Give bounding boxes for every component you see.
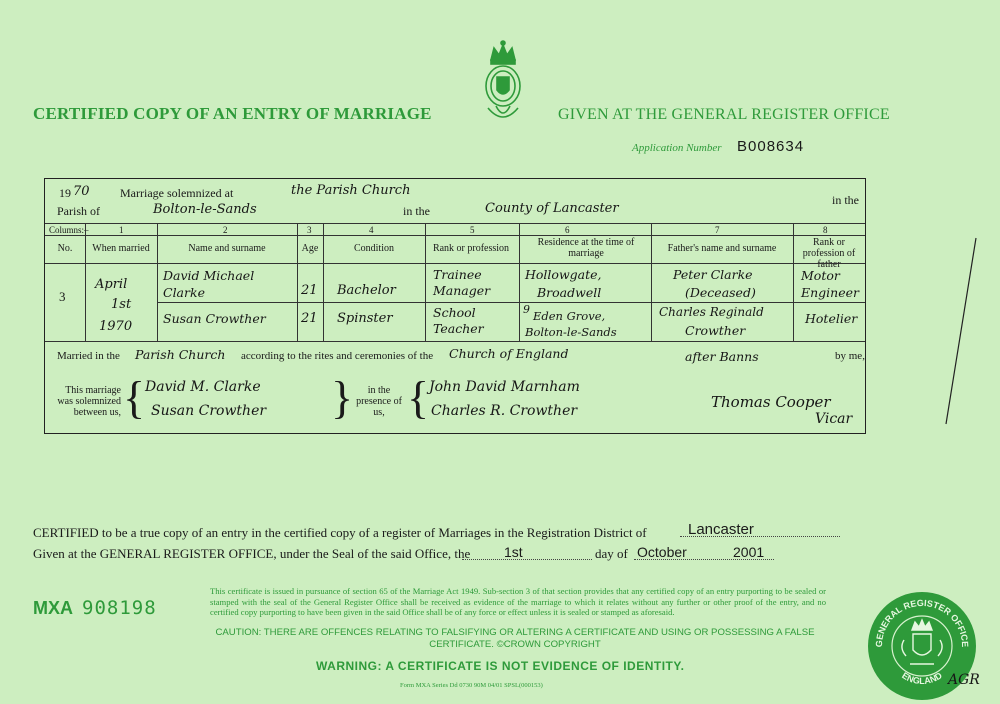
solemnized-between-label: This marriage was solemnized between us, — [57, 385, 121, 418]
brace-right: } — [331, 372, 354, 423]
married-in-place: Parish Church — [135, 347, 226, 362]
margin-pen-stroke — [940, 236, 980, 426]
bride-residence-1: 9 — [523, 303, 530, 316]
groom-name: David Michael Clarke — [163, 268, 255, 300]
bride-age: 21 — [301, 311, 318, 326]
cert-day: 1st — [504, 544, 523, 560]
in-the-right-label: in the — [832, 193, 859, 207]
brace-witness: { — [407, 372, 430, 423]
signature-bride: Susan Crowther — [151, 403, 267, 419]
groom-rank: Trainee Manager — [433, 267, 491, 298]
cert-month: October — [637, 544, 687, 560]
seal-top-text: GENERAL REGISTER OFFICE — [873, 597, 971, 648]
presence-label: in the presence of us, — [356, 385, 402, 418]
header-father-rank: Rank or profession of father — [802, 237, 856, 270]
brace-left: { — [123, 372, 146, 423]
header-condition: Condition — [353, 243, 394, 254]
header-rank: Rank or profession — [432, 243, 510, 254]
certified-line-1: CERTIFIED to be a true copy of an entry in the certified copy of a register of Marriages in the Registration District of — [33, 525, 647, 540]
header-when: When married — [92, 243, 150, 254]
by-method: after Banns — [685, 349, 759, 364]
certificate-series: MXA — [33, 598, 73, 618]
bride-father: Charles Reginald — [659, 305, 764, 319]
royal-crest-icon — [478, 40, 528, 124]
bride-father-rank: Hotelier — [805, 311, 858, 326]
col-num-2: 2 — [223, 225, 228, 235]
groom-age: 21 — [301, 283, 318, 298]
application-number-label: Application Number — [632, 142, 722, 154]
col-num-7: 7 — [715, 225, 720, 235]
seal-bottom-text: ENGLAND — [900, 670, 944, 687]
given-at-heading: GIVEN AT THE GENERAL REGISTER OFFICE — [558, 106, 890, 123]
bride-name: Susan Crowther — [163, 311, 266, 326]
col-num-1: 1 — [119, 225, 124, 235]
groom-condition: Bachelor — [337, 283, 396, 298]
bride-residence-3: Bolton-le-Sands — [525, 325, 617, 339]
groom-father: Peter Clarke — [673, 267, 753, 282]
groom-father-note: (Deceased) — [685, 285, 756, 300]
certified-line-2: Given at the GENERAL REGISTER OFFICE, under the Seal of the said Office, the — [33, 546, 471, 561]
officiant-title: Vicar — [815, 411, 853, 427]
col-num-8: 8 — [823, 225, 828, 235]
when-line1: April — [95, 277, 128, 292]
when-line2: 1st — [111, 297, 132, 312]
register-entry-box — [44, 178, 866, 434]
header-residence: Residence at the time of marriage — [537, 237, 635, 259]
rites: Church of England — [449, 346, 569, 361]
district: Lancaster — [688, 521, 754, 538]
by-me-label: by me, — [835, 350, 865, 362]
header-father: Father's name and surname — [667, 243, 777, 254]
col-num-6: 6 — [565, 225, 570, 235]
col-num-3: 3 — [307, 225, 312, 235]
solemnized-label: Marriage solemnized at — [120, 186, 234, 200]
columns-label: Columns:– — [49, 225, 89, 235]
when-line3: 1970 — [99, 319, 133, 334]
header-name: Name and surname — [188, 243, 266, 254]
identity-warning: WARNING: A CERTIFICATE IS NOT EVIDENCE OF IDENTITY. — [316, 659, 685, 673]
certificate-serial-number: 908198 — [82, 597, 157, 619]
year-prefix: 19 — [59, 186, 71, 200]
entry-no: 3 — [59, 289, 66, 304]
bride-condition: Spinster — [337, 311, 393, 326]
signature-groom: David M. Clarke — [145, 379, 261, 395]
solemnized-place: the Parish Church — [291, 183, 411, 198]
cert-year: 2001 — [733, 544, 765, 560]
officiant-signature: Thomas Cooper — [711, 393, 831, 411]
year-hand: 70 — [73, 184, 90, 199]
certificate-title: CERTIFIED COPY OF AN ENTRY OF MARRIAGE — [33, 104, 432, 123]
col-num-5: 5 — [470, 225, 475, 235]
witness-1: John David Marnham — [429, 379, 580, 395]
header-age: Age — [301, 243, 319, 254]
in-the-label: in the — [403, 204, 430, 218]
col-num-4: 4 — [369, 225, 374, 235]
bride-residence-2: Eden Grove, — [533, 309, 606, 323]
witness-2: Charles R. Crowther — [431, 403, 578, 419]
rites-label: according to the rites and ceremonies of the — [241, 350, 434, 362]
bride-rank: School Teacher — [433, 305, 484, 336]
county: County of Lancaster — [485, 201, 619, 216]
groom-residence-2: Broadwell — [537, 285, 602, 300]
form-reference: Form MXA Series Dd 0730 90M 04/01 SPSL(000153) — [400, 682, 543, 689]
married-in-label: Married in the — [57, 350, 120, 362]
caution-notice: CAUTION: THERE ARE OFFENCES RELATING TO FALSIFYING OR ALTERING A CERTIFICATE AND USING OR POSSESSING A FALSE CERTIFICATE. ©CROWN COPYRIGHT — [215, 627, 815, 650]
groom-father-rank: Motor Engineer — [801, 268, 859, 300]
groom-residence-1: Hollowgate, — [525, 267, 602, 282]
header-no: No. — [57, 243, 73, 254]
clerk-initials: AGR — [948, 672, 980, 688]
bride-father-line2: Crowther — [685, 323, 746, 338]
day-of-label: day of — [595, 546, 628, 561]
parish-label: Parish of — [57, 204, 100, 218]
parish-name: Bolton-le-Sands — [153, 202, 257, 217]
application-number: B008634 — [737, 138, 805, 155]
legal-notice: This certificate is issued in pursuance of section 65 of the Marriage Act 1949. Sub-section 3 of that section provides that any certified copy of an entry purporting to be sealed or stamped with the seal of the General Register Office shall be received as evidence of the marriage to which it relates without any further or other proof of the entry, and no certified copy purporting to have been given in the said Office shall be of any force or effect unless it is sealed or stamped as aforesaid. — [210, 586, 826, 617]
